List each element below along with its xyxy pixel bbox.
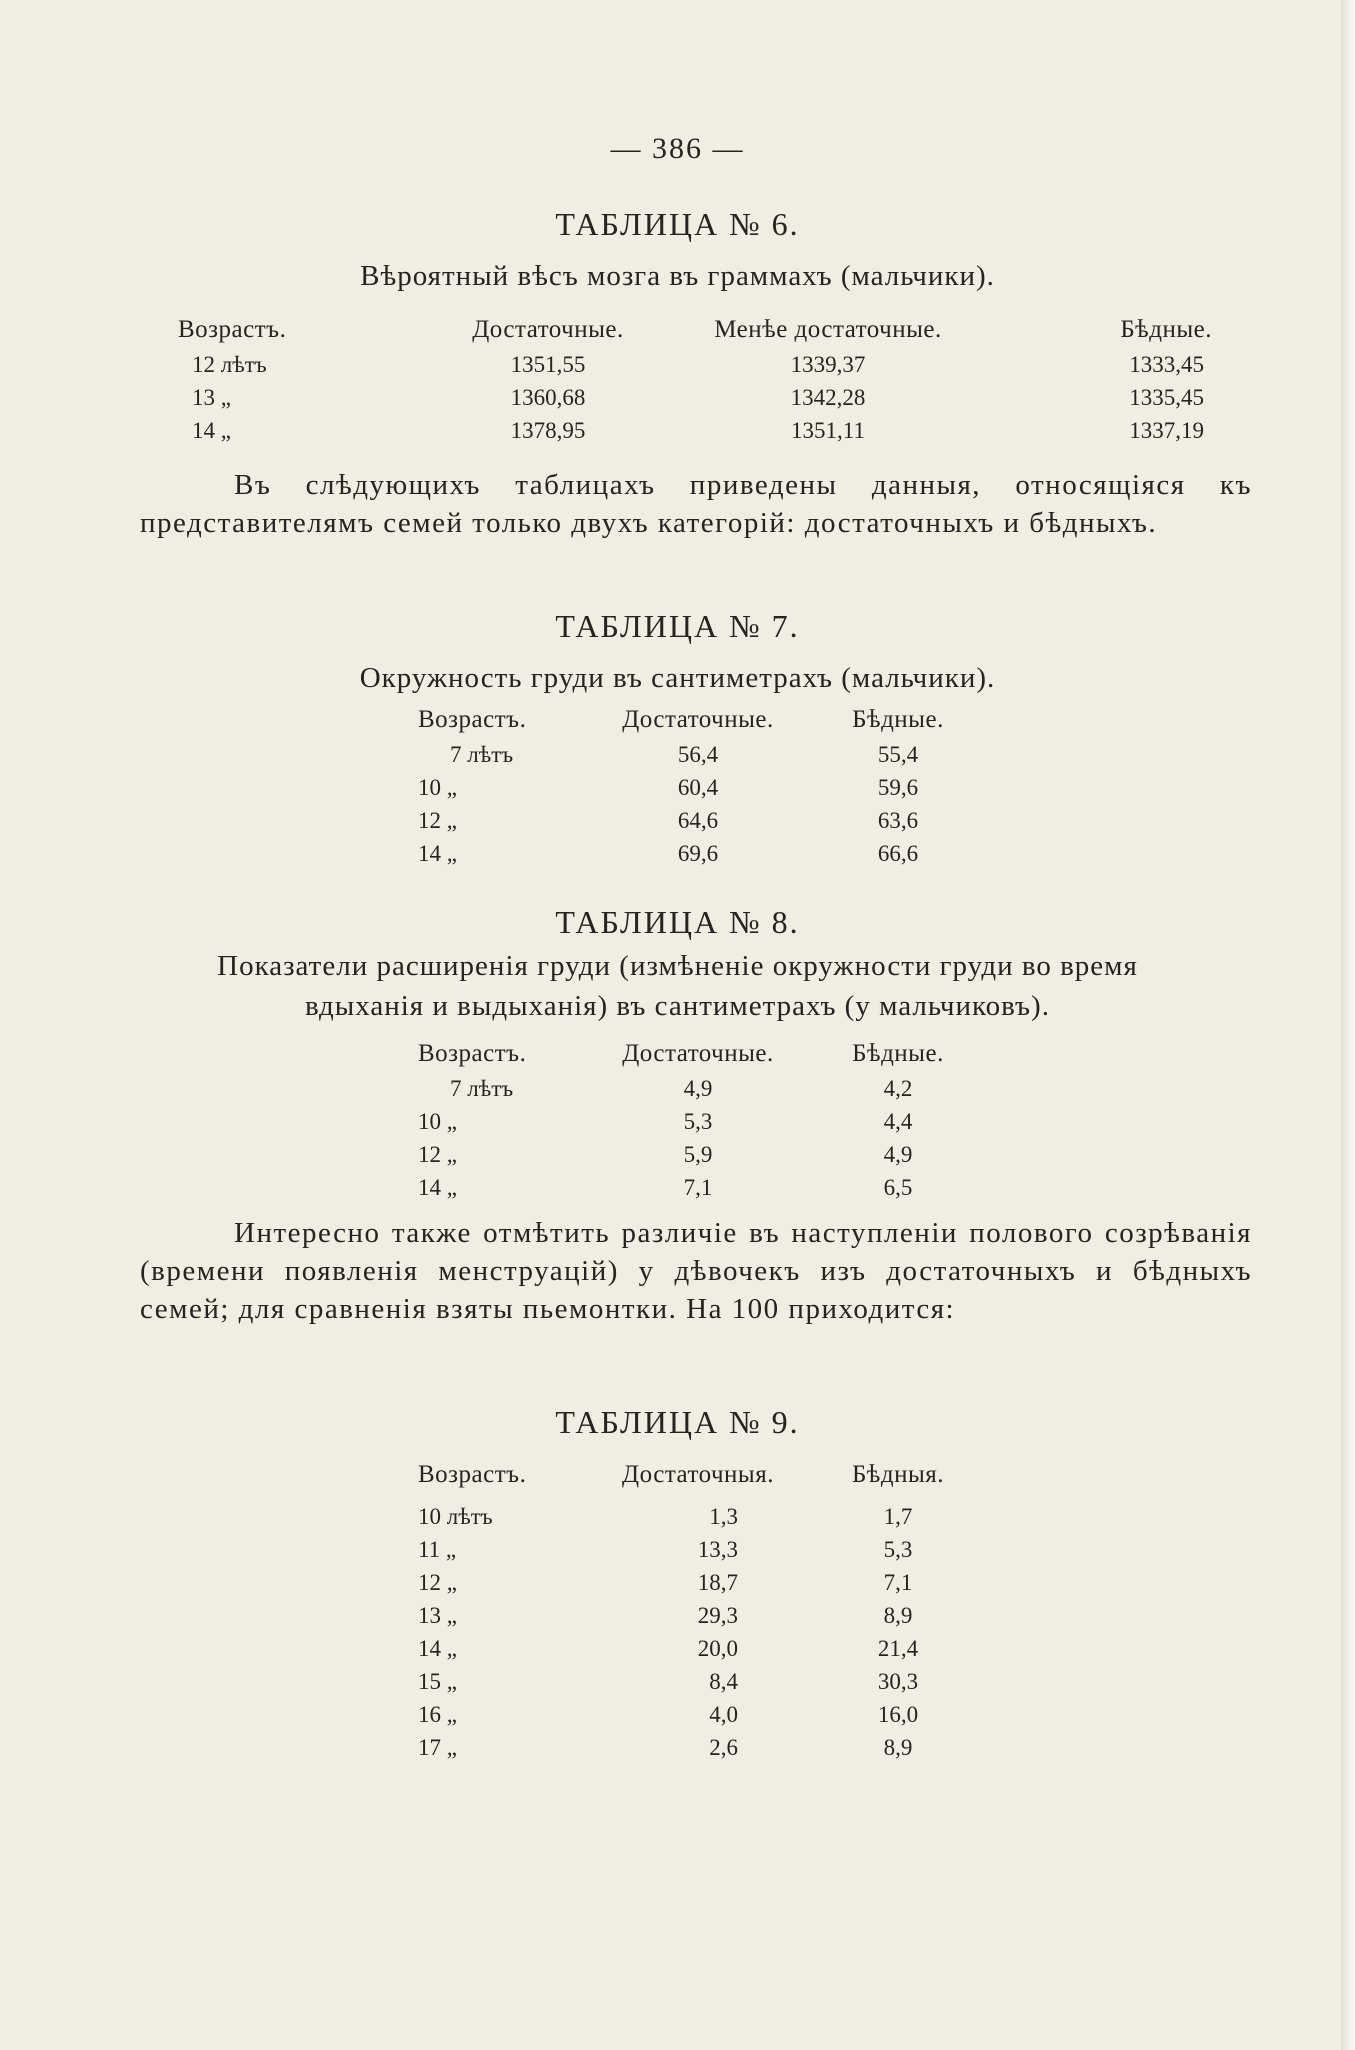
table6-age: 14 „: [192, 417, 231, 443]
table-row: [418, 1500, 988, 1533]
table9-age: 14 „: [418, 1635, 457, 1661]
table-row: [418, 1599, 988, 1632]
table8-value: 4,9: [683, 1075, 713, 1101]
table9-age: 16 „: [418, 1701, 457, 1727]
table-row: [418, 738, 988, 771]
table7-value: 69,6: [677, 840, 719, 866]
table9-header-sufficient: Достаточныя.: [622, 1461, 774, 1488]
table7-value: 63,6: [877, 807, 919, 833]
table6-header-sufficient: Достаточные.: [472, 316, 624, 343]
table7-subtitle: Окружность груди въ сантиметрахъ (мальчики).: [359, 662, 996, 694]
table7-age: 7 лѣтъ: [450, 741, 514, 767]
table6: [178, 312, 1212, 447]
table9-age: 10 лѣтъ: [418, 1503, 493, 1529]
table9-value: 8,9: [883, 1602, 913, 1628]
table7-header-row: [418, 702, 988, 738]
table-row: [418, 1072, 988, 1105]
table9-value: 8,9: [883, 1734, 913, 1760]
table6-value: 1335,45: [1129, 384, 1204, 410]
table8-age: 12 „: [418, 1141, 457, 1167]
table9-age: 15 „: [418, 1668, 457, 1694]
table8-header-age: Возрастъ.: [418, 1040, 527, 1067]
table7-title: ТАБЛИЦА № 7.: [555, 608, 800, 644]
table9-value: 1,3: [709, 1503, 738, 1529]
table6-age: 13 „: [192, 384, 231, 410]
table6-value: 1351,11: [791, 417, 865, 443]
table9-value: 4,0: [709, 1701, 738, 1727]
table9-value: 18,7: [697, 1569, 738, 1595]
table7-value: 56,4: [677, 741, 719, 767]
table-row: [178, 381, 1212, 414]
table9-value: 30,3: [877, 1668, 919, 1694]
table8-value: 4,9: [883, 1141, 913, 1167]
table7-header-age: Возрастъ.: [418, 706, 527, 733]
table9-age: 17 „: [418, 1734, 457, 1760]
table7: [418, 702, 988, 870]
table6-value: 1342,28: [790, 384, 866, 410]
table9-age: 13 „: [418, 1602, 457, 1628]
table9-value: 7,1: [883, 1569, 913, 1595]
table8-value: 4,4: [883, 1108, 913, 1134]
table9-value: 20,0: [697, 1635, 738, 1661]
table8-header-sufficient: Достаточные.: [622, 1040, 774, 1067]
table7-header-poor: Бѣдные.: [852, 706, 944, 733]
table7-value: 59,6: [877, 774, 919, 800]
table6-header-less-sufficient: Менѣе достаточные.: [714, 316, 942, 343]
table7-value: 60,4: [677, 774, 719, 800]
paragraph-2-text: Интересно также отмѣтить различіе въ наступленіи полового созрѣванія (времени появленія менструацій) у дѣвочекъ изъ достаточныхъ и бѣдныхъ семей; для сравненія взяты пьемонтки. На 100 приходится:: [140, 1217, 1252, 1325]
table6-title: ТАБЛИЦА № 6.: [555, 206, 800, 242]
table6-header-age: Возрастъ.: [178, 316, 287, 343]
table7-value: 55,4: [877, 741, 919, 767]
table6-header-row: [178, 312, 1212, 348]
table6-value: 1339,37: [790, 351, 866, 377]
table9-value: 13,3: [697, 1536, 738, 1562]
table9-value: 8,4: [709, 1668, 738, 1694]
table8-value: 4,2: [883, 1075, 913, 1101]
table8-value: 5,9: [683, 1141, 713, 1167]
table-row: [418, 1566, 988, 1599]
table9-header-age: Возрастъ.: [418, 1461, 527, 1488]
table8-subtitle-line1: Показатели расширенія груди (измѣненіе окружности груди во время: [217, 950, 1138, 982]
table8-subtitle-line2: вдыханія и выдыханія) въ сантиметрахъ (у мальчиковъ).: [305, 990, 1050, 1022]
table9-value: 16,0: [877, 1701, 919, 1727]
table6-subtitle: Вѣроятный вѣсъ мозга въ граммахъ (мальчики).: [360, 260, 995, 292]
table8: [418, 1036, 988, 1204]
table-row: [178, 348, 1212, 381]
table9-value: 2,6: [709, 1734, 738, 1760]
table-row: [418, 1665, 988, 1698]
table7-header-sufficient: Достаточные.: [622, 706, 774, 733]
table7-age: 14 „: [418, 840, 457, 866]
table7-value: 66,6: [877, 840, 919, 866]
paragraph-1-text: Въ слѣдующихъ таблицахъ приведены данныя, относящіяся къ представителямъ семей только двухъ категорій: достаточныхъ и бѣдныхъ.: [140, 469, 1252, 539]
table7-age: 10 „: [418, 774, 457, 800]
table9-header-poor: Бѣдныя.: [851, 1461, 945, 1488]
table6-value: 1378,95: [510, 417, 586, 443]
table-row: [178, 414, 1212, 447]
table8-age: 14 „: [418, 1174, 457, 1200]
table-row: [418, 1105, 988, 1138]
table9-value: 5,3: [883, 1536, 913, 1562]
table-row: [418, 771, 988, 804]
table-row: [418, 1731, 988, 1764]
table-row: [418, 1171, 988, 1204]
paragraph-2: [140, 1214, 1252, 1328]
table9-title: ТАБЛИЦА № 9.: [555, 1404, 800, 1440]
table-row: [418, 1138, 988, 1171]
table6-value: 1333,45: [1129, 351, 1204, 377]
table9-age: 11 „: [418, 1536, 457, 1562]
table9: [418, 1450, 988, 1764]
table9-value: 29,3: [697, 1602, 738, 1628]
table-row: [418, 1632, 988, 1665]
table9-age: 12 „: [418, 1569, 457, 1595]
table9-value: 1,7: [883, 1503, 913, 1529]
table8-value: 5,3: [683, 1108, 713, 1134]
paragraph-1: [140, 466, 1252, 542]
table7-value: 64,6: [677, 807, 719, 833]
table-row: [418, 1698, 988, 1731]
page-number: — 386 —: [610, 132, 745, 165]
page-edge: [1341, 0, 1355, 2050]
table8-value: 7,1: [683, 1174, 713, 1200]
table9-value: 21,4: [877, 1635, 919, 1661]
table6-value: 1351,55: [510, 351, 586, 377]
table9-header-row: [418, 1450, 988, 1500]
table8-header-row: [418, 1036, 988, 1072]
table8-title: ТАБЛИЦА № 8.: [555, 904, 800, 940]
table7-age: 12 „: [418, 807, 457, 833]
table8-header-poor: Бѣдные.: [852, 1040, 944, 1067]
table6-header-poor: Бѣдные.: [1120, 316, 1212, 343]
table8-age: 10 „: [418, 1108, 457, 1134]
table6-value: 1360,68: [510, 384, 586, 410]
table6-value: 1337,19: [1129, 417, 1204, 443]
table-row: [418, 1533, 988, 1566]
table8-value: 6,5: [883, 1174, 913, 1200]
table8-age: 7 лѣтъ: [450, 1075, 514, 1101]
table6-age: 12 лѣтъ: [192, 351, 267, 377]
table-row: [418, 837, 988, 870]
table-row: [418, 804, 988, 837]
